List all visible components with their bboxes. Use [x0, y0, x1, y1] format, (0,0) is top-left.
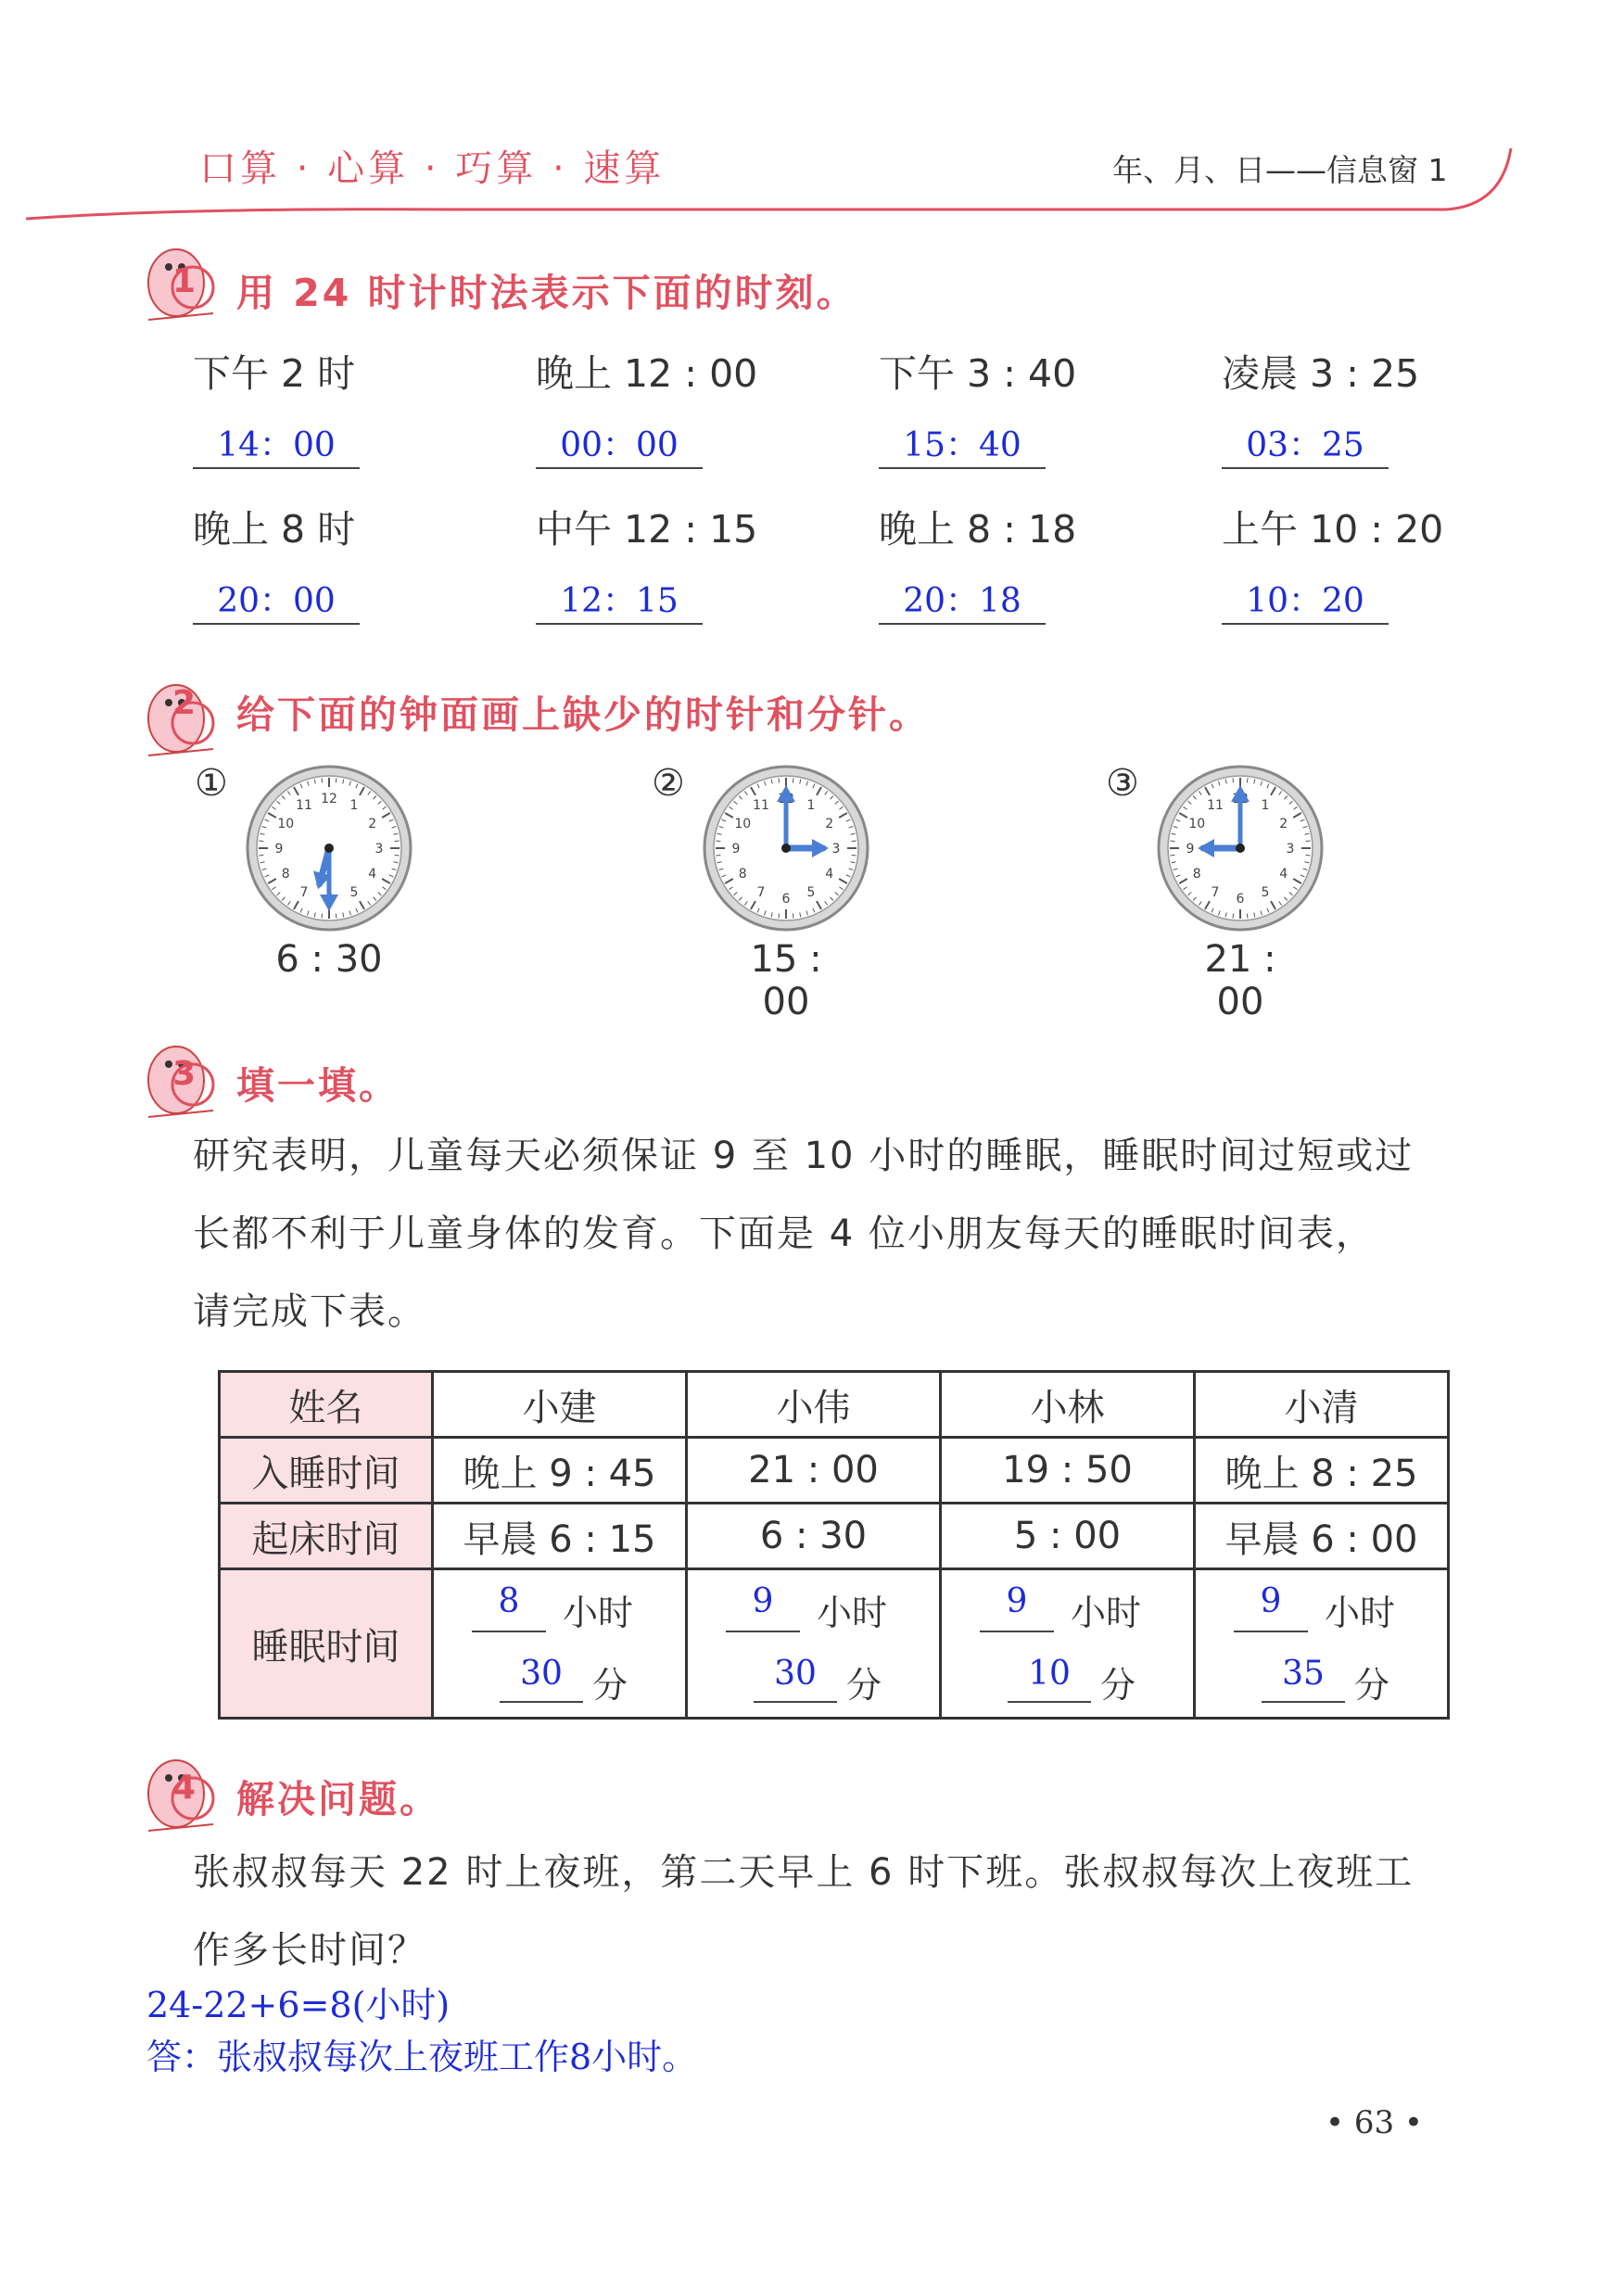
- row-header: 入睡时间: [220, 1438, 433, 1504]
- answer-underline: [1222, 467, 1389, 469]
- q3-title: 填一填。: [236, 1063, 400, 1108]
- clock-tick: [1306, 855, 1311, 856]
- q3-line: 长都不利于儿童身体的发育。下面是 4 位小朋友每天的睡眠时间表，: [193, 1212, 1375, 1255]
- minutes-unit: 分: [846, 1665, 882, 1706]
- minutes-underline: [500, 1701, 583, 1703]
- hours-answer: 9: [1260, 1582, 1282, 1620]
- clock-numeral: 3: [831, 842, 841, 857]
- clock-tick: [1306, 841, 1311, 842]
- clock-numeral: 2: [1279, 817, 1288, 831]
- wake-time-cell: 早晨 6 : 15: [433, 1504, 687, 1569]
- clock-numeral: 5: [1261, 884, 1270, 900]
- hours-underline: [1234, 1631, 1308, 1632]
- clock-numeral: 1: [1261, 798, 1270, 814]
- clock-numeral: 8: [281, 867, 290, 882]
- clock-numeral: 9: [731, 842, 741, 857]
- clock-numeral: 10: [734, 817, 752, 831]
- clock-tick: [1233, 914, 1234, 919]
- minutes-underline: [1262, 1701, 1345, 1703]
- wake-time-cell: 5 : 00: [941, 1504, 1195, 1569]
- clock-label: ①: [195, 762, 228, 805]
- clock-numeral: 8: [1192, 867, 1201, 882]
- q1-answer: 15：40: [903, 426, 1021, 464]
- minutes-unit: 分: [592, 1665, 628, 1706]
- name-cell: 小林: [941, 1372, 1195, 1438]
- answer-underline: [193, 467, 360, 469]
- clock-numeral: 6: [1236, 892, 1245, 907]
- q1-answer: 20：18: [903, 582, 1021, 620]
- minutes-answer: 30: [774, 1655, 817, 1693]
- header-right-title: 年、月、日——信息窗 1: [1112, 152, 1448, 188]
- minutes-underline: [754, 1701, 837, 1703]
- q3-line: 研究表明，儿童每天必须保证 9 至 10 小时的睡眠，睡眠时间过短或过: [193, 1135, 1415, 1177]
- hours-underline: [472, 1631, 546, 1632]
- clock-tick: [322, 778, 323, 782]
- q1-prompt: 中午 12 : 15: [536, 507, 758, 552]
- minutes-answer: 30: [520, 1655, 563, 1693]
- answer-underline: [879, 623, 1046, 625]
- q4-answer-sentence: 答：张叔叔每次上夜班工作8小时。: [146, 2037, 698, 2077]
- clock-tick: [322, 914, 323, 919]
- clock-numeral: 1: [349, 798, 359, 814]
- minutes-underline: [1008, 1701, 1091, 1703]
- q3-paragraph: [193, 1117, 1528, 1351]
- clock-numeral: 9: [274, 842, 284, 857]
- clock-center-pin: [781, 844, 791, 853]
- duration-cell: [687, 1569, 941, 1719]
- clock-face-icon[interactable]: [241, 760, 417, 936]
- clock-tick: [1170, 841, 1174, 842]
- hours-underline: [726, 1631, 800, 1632]
- duration-cell: [941, 1569, 1195, 1719]
- name-cell: 小伟: [687, 1372, 941, 1438]
- q1-prompt: 晚上 12 : 00: [536, 351, 758, 396]
- hours-unit: 小时: [1071, 1593, 1142, 1633]
- q1-prompt: 晚上 8 : 18: [879, 507, 1077, 552]
- clock-numeral: 12: [321, 792, 337, 806]
- sleep-time-cell: 21 : 00: [687, 1438, 941, 1504]
- clock-tick: [852, 841, 856, 842]
- q4-number: 4: [172, 1769, 199, 1807]
- clock-center-pin: [324, 844, 334, 853]
- duration-cell: [433, 1569, 687, 1719]
- hours-unit: 小时: [563, 1593, 634, 1633]
- q1-answer: 20：00: [217, 582, 336, 620]
- wake-time-cell: 早晨 6 : 00: [1195, 1504, 1449, 1569]
- clock-tick: [852, 855, 856, 856]
- answer-underline: [1222, 623, 1389, 625]
- clock-numeral: 3: [374, 842, 384, 857]
- minutes-unit: 分: [1100, 1665, 1136, 1706]
- clock-face-icon[interactable]: [698, 760, 874, 936]
- clock-label: ②: [652, 762, 685, 805]
- answer-underline: [536, 623, 703, 625]
- clock-numeral: 10: [277, 817, 295, 831]
- clock-numeral: 11: [753, 798, 769, 814]
- clock-tick: [395, 855, 400, 856]
- clock-numeral: 11: [296, 798, 312, 814]
- name-cell: 小清: [1195, 1372, 1449, 1438]
- q1-answer: 00：00: [560, 426, 679, 464]
- sleep-time-cell: 晚上 8 : 25: [1195, 1438, 1449, 1504]
- clock-numeral: 4: [368, 867, 377, 882]
- hours-underline: [980, 1631, 1054, 1632]
- answer-underline: [536, 467, 703, 469]
- q4-title: 解决问题。: [236, 1777, 440, 1821]
- q1-prompt: 下午 2 时: [193, 351, 356, 396]
- clock-tick: [779, 778, 780, 782]
- q4-answer-expression: 24-22+6=8(小时): [146, 1985, 450, 2025]
- clock-tick: [395, 841, 400, 842]
- clock-time-label: 15 : 00: [750, 938, 822, 1023]
- clock-tick: [716, 855, 720, 856]
- clock-numeral: 10: [1188, 817, 1206, 831]
- clock-numeral: 9: [1186, 842, 1195, 857]
- clock-numeral: 5: [806, 884, 816, 900]
- clock-center-pin: [1236, 844, 1245, 853]
- q2-title: 给下面的钟面画上缺少的时针和分针。: [236, 692, 930, 737]
- clock-tick: [779, 914, 780, 919]
- hours-answer: 9: [752, 1582, 774, 1620]
- page-number: • 63 •: [1326, 2104, 1423, 2141]
- clock-numeral: 2: [368, 817, 377, 831]
- q1-answer: 12：15: [560, 582, 679, 620]
- q1-answer: 14：00: [217, 426, 336, 464]
- q1-prompt: 上午 10 : 20: [1222, 507, 1444, 552]
- clock-numeral: 7: [1211, 884, 1220, 900]
- duration-cell: [1195, 1569, 1449, 1719]
- q1-title: 用 24 时计时法表示下面的时刻。: [236, 271, 857, 315]
- clock-tick: [1247, 914, 1248, 919]
- answer-underline: [193, 623, 360, 625]
- q1-prompt: 下午 3 : 40: [879, 351, 1077, 396]
- q4-line: 张叔叔每天 22 时上夜班，第二天早上 6 时下班。张叔叔每次上夜班工: [193, 1851, 1415, 1894]
- row-header: 睡眠时间: [220, 1569, 433, 1719]
- hours-unit: 小时: [817, 1593, 888, 1633]
- clock-label: ③: [1106, 762, 1139, 805]
- clock-tick: [1247, 778, 1248, 782]
- minutes-answer: 35: [1282, 1655, 1325, 1693]
- hours-unit: 小时: [1325, 1593, 1396, 1633]
- clock-face-icon[interactable]: [1152, 760, 1328, 936]
- clock-time-label: 21 : 00: [1204, 938, 1276, 1023]
- answer-underline: [879, 467, 1046, 469]
- clock-numeral: 7: [299, 884, 309, 900]
- hours-answer: 9: [1006, 1582, 1028, 1620]
- name-cell: 小建: [433, 1372, 687, 1438]
- clock-tick: [716, 841, 720, 842]
- wake-time-cell: 6 : 30: [687, 1504, 941, 1569]
- clock-numeral: 6: [781, 892, 791, 907]
- clock-numeral: 11: [1207, 798, 1224, 814]
- row-header: 姓名: [220, 1372, 433, 1438]
- minutes-unit: 分: [1354, 1665, 1390, 1706]
- header-left-title: 口算 · 心算 · 巧算 · 速算: [199, 147, 666, 190]
- q1-number: 1: [172, 262, 199, 300]
- clock-time-label: 6 : 30: [275, 938, 383, 981]
- clock-numeral: 7: [756, 884, 766, 900]
- clock-numeral: 4: [1279, 867, 1288, 882]
- q1-prompt: 凌晨 3 : 25: [1222, 351, 1420, 396]
- sleep-time-cell: 19 : 50: [941, 1438, 1195, 1504]
- q3-number: 3: [172, 1055, 199, 1093]
- clock-tick: [259, 841, 263, 842]
- q1-answer: 10：20: [1246, 582, 1364, 620]
- q2-number: 2: [172, 684, 199, 722]
- clock-numeral: 3: [1286, 842, 1295, 857]
- clock-numeral: 1: [806, 798, 816, 814]
- sleep-time-cell: 晚上 9 : 45: [433, 1438, 687, 1504]
- minutes-answer: 10: [1028, 1655, 1071, 1693]
- q3-line: 请完成下表。: [193, 1290, 426, 1333]
- sleep-table: [218, 1370, 1450, 1720]
- q4-line: 作多长时间？: [193, 1929, 426, 1972]
- clock-numeral: 2: [825, 817, 834, 831]
- clock-numeral: 8: [738, 867, 747, 882]
- clock-tick: [259, 855, 263, 856]
- q1-prompt: 晚上 8 时: [193, 507, 356, 552]
- q4-paragraph: [193, 1834, 1528, 1989]
- q1-answer: 03：25: [1246, 426, 1364, 464]
- hours-answer: 8: [498, 1582, 520, 1620]
- clock-numeral: 4: [825, 867, 834, 882]
- clock-tick: [1170, 855, 1174, 856]
- clock-tick: [1233, 778, 1234, 782]
- clock-numeral: 5: [349, 884, 359, 900]
- row-header: 起床时间: [220, 1504, 433, 1569]
